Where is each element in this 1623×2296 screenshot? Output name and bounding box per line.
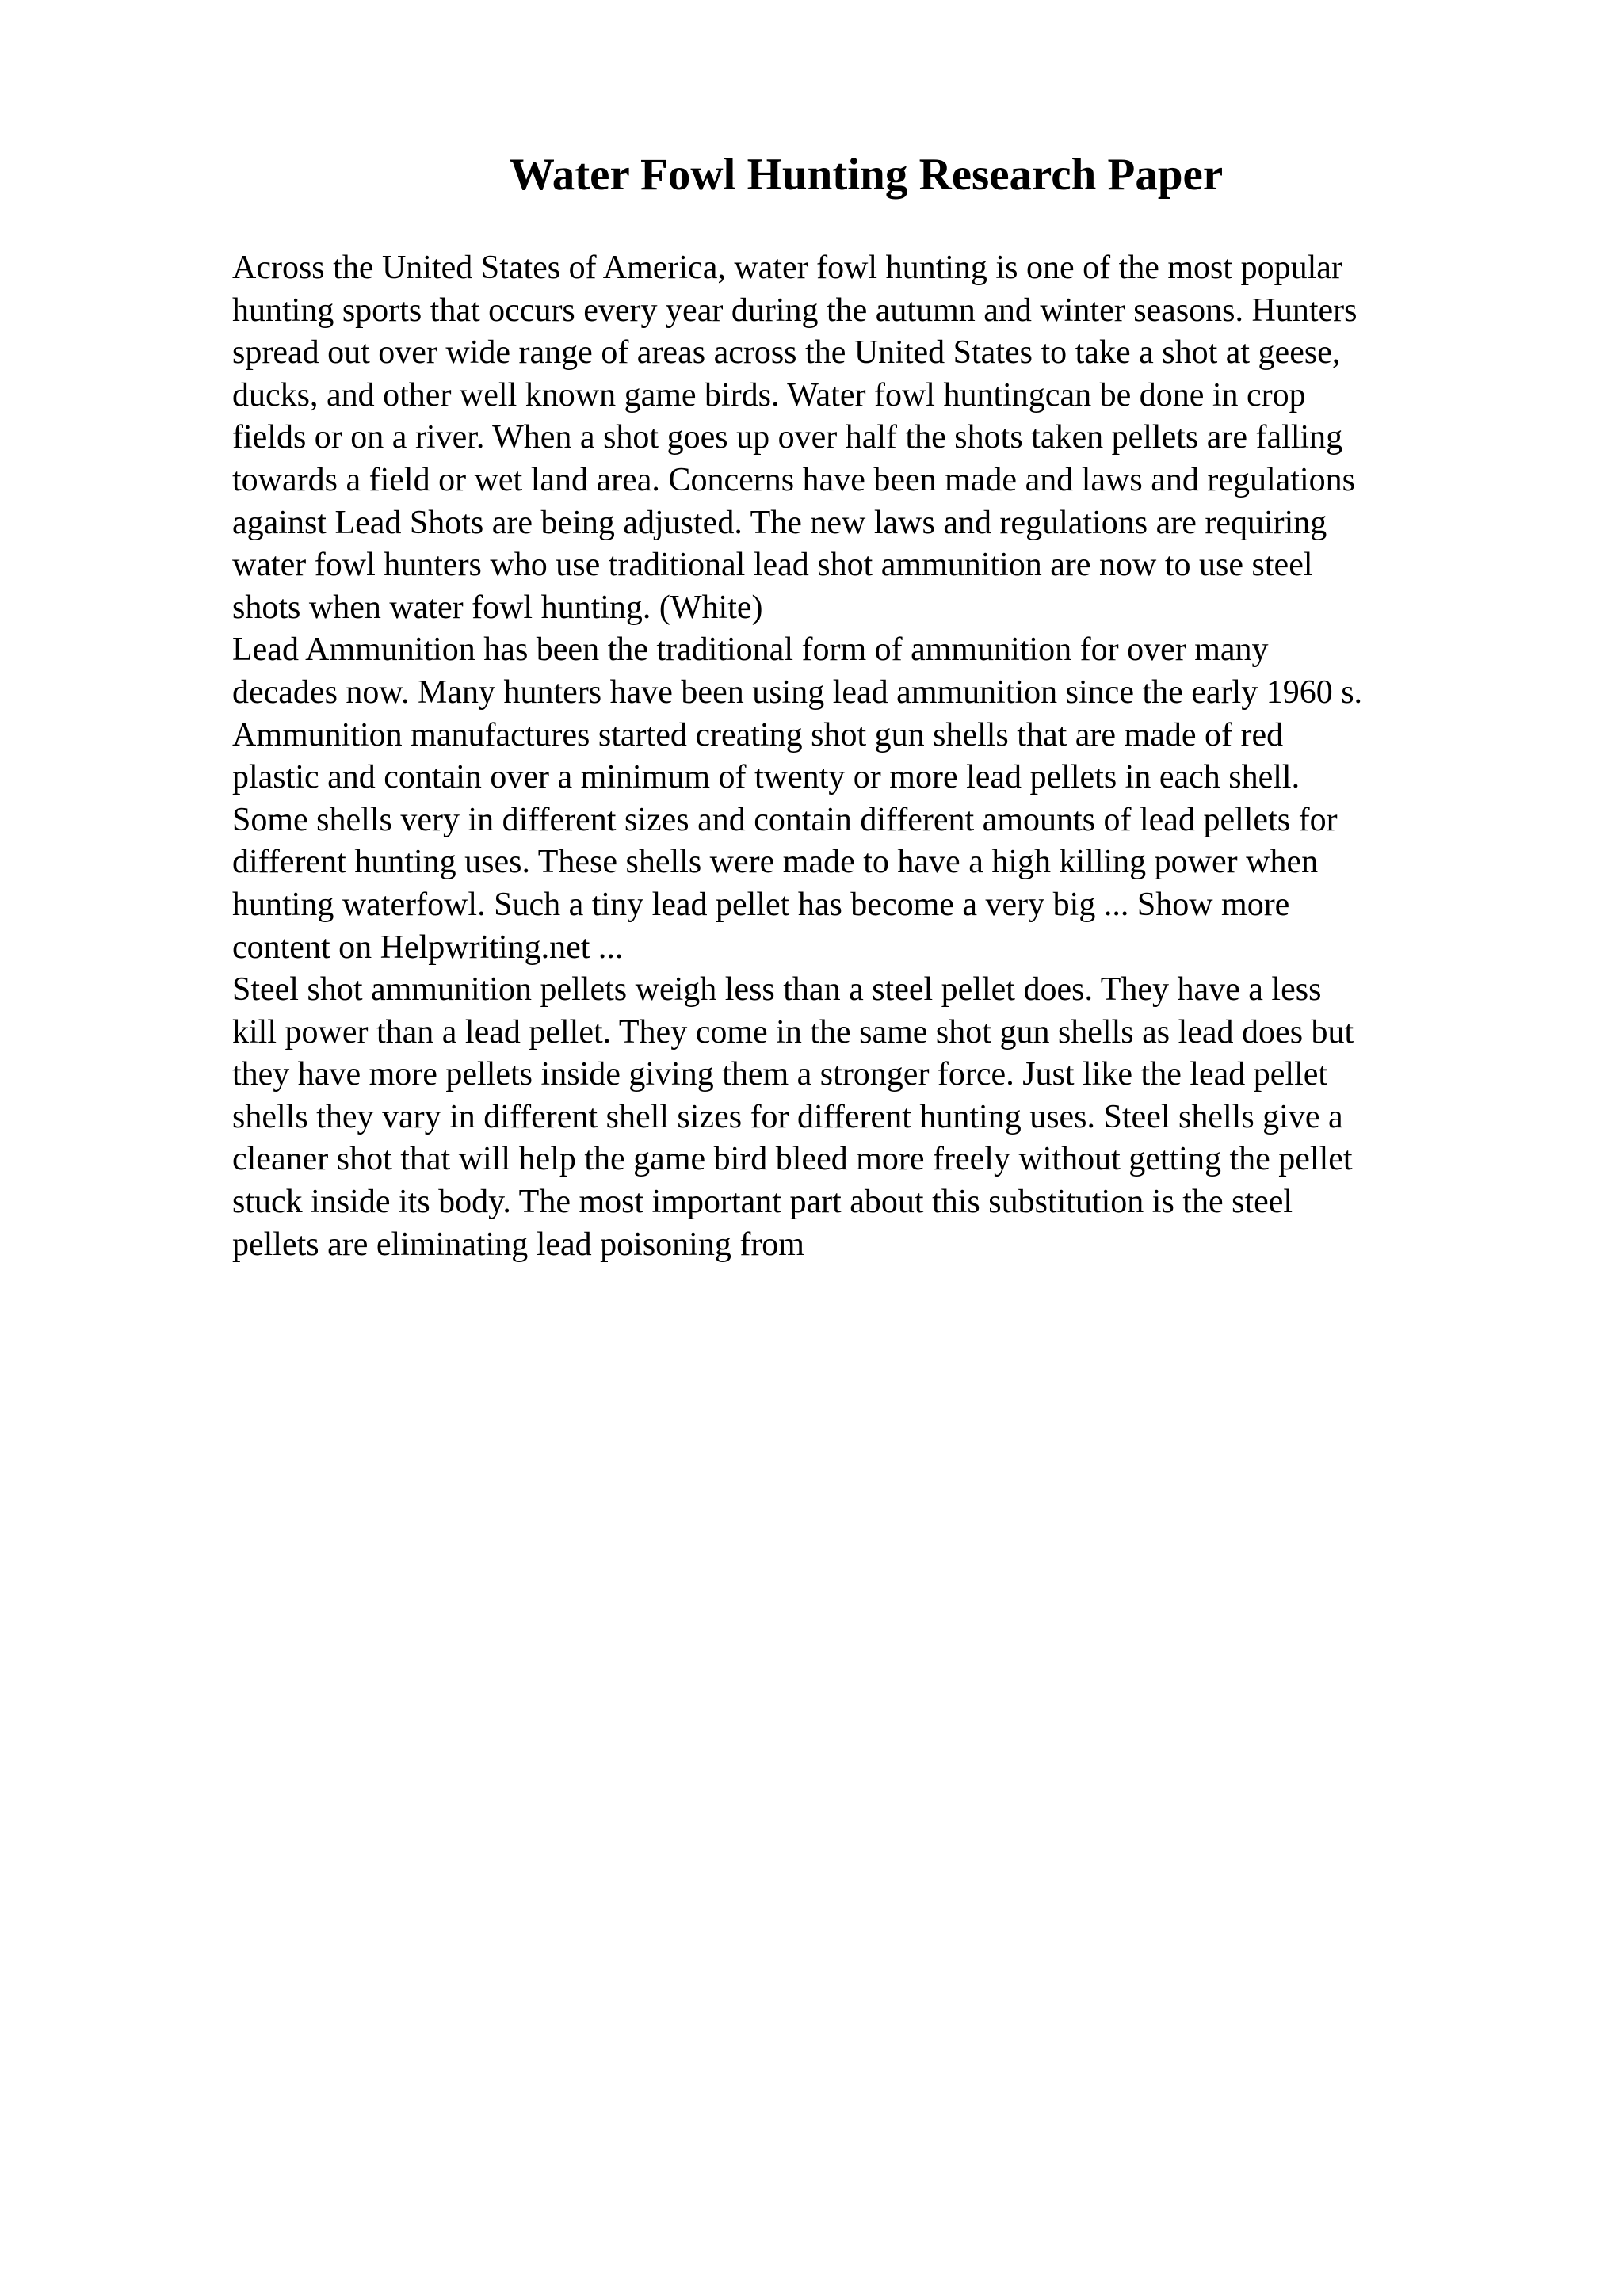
text-line: fields or on a river. When a shot goes up over half the shots taken pellets are falling (232, 419, 1343, 456)
text-line: Lead Ammunition has been the traditional form of ammunition for over many (232, 631, 1269, 669)
text-line: kill power than a lead pellet. They come in the same shot gun shells as lead does but (232, 1013, 1354, 1051)
text-line: shots when water fowl hunting. (White) (232, 589, 763, 626)
text-line: plastic and contain over a minimum of twenty or more lead pellets in each shell. (232, 759, 1300, 796)
text-line: against Lead Shots are being adjusted. The new laws and regulations are requiring (232, 504, 1327, 541)
text-line: Ammunition manufactures started creating shot gun shells that are made of red (232, 716, 1284, 753)
text-line: hunting waterfowl. Such a tiny lead pellet has become a very big ... Show more (232, 886, 1290, 923)
text-line: different hunting uses. These shells were made to have a high killing power when (232, 844, 1319, 881)
text-line: spread out over wide range of areas across the United States to take a shot at geese, (232, 334, 1341, 372)
text-line: content on Helpwriting.net ... (232, 929, 624, 966)
text-line: pellets are eliminating lead poisoning from (232, 1226, 804, 1263)
paragraph-1 (232, 247, 1579, 629)
text-line: Some shells very in different sizes and contain different amounts of lead pellets for (232, 801, 1338, 838)
paragraph-3 (232, 969, 1579, 1266)
text-line: they have more pellets inside giving them a stronger force. Just like the lead pellet (232, 1056, 1328, 1093)
text-line: Steel shot ammunition pellets weigh less than a steel pellet does. They have a less (232, 971, 1322, 1009)
text-line: towards a field or wet land area. Concerns have been made and laws and regulations (232, 461, 1355, 498)
document-title: Water Fowl Hunting Research Paper (509, 150, 1224, 200)
text-line: hunting sports that occurs every year during the autumn and winter seasons. Hunters (232, 292, 1358, 329)
text-line: stuck inside its body. The most important part about this substitution is the steel (232, 1184, 1293, 1221)
text-line: decades now. Many hunters have been using lead ammunition since the early 1960 s. (232, 673, 1363, 711)
text-line: water fowl hunters who use traditional lead shot ammunition are now to use steel (232, 547, 1313, 584)
text-line: cleaner shot that will help the game bird bleed more freely without getting the pellet (232, 1141, 1353, 1178)
text-line: Across the United States of America, water fowl hunting is one of the most popular (232, 250, 1342, 286)
paragraph-2 (232, 629, 1579, 969)
document-body (232, 247, 1579, 1266)
text-line: shells they vary in different shell sizes for different hunting uses. Steel shells give a (232, 1098, 1343, 1135)
text-line: ducks, and other well known game birds. Water fowl huntingcan be done in crop (232, 376, 1306, 414)
